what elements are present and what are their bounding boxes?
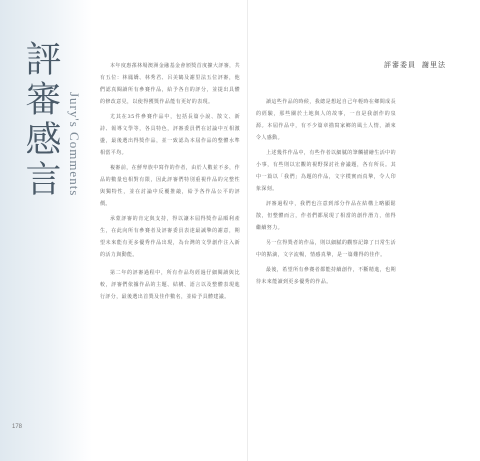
body-paragraph: 第二年的評審過程中，所有作品均經過仔細閱讀與比較，評審們依據作品的主題、結構、語言以及整體表現進行評分，最後選出首獎及佳作數名，並給予具體建議。	[100, 270, 240, 300]
right-text-column	[256, 96, 396, 291]
page-number: 178	[12, 424, 23, 430]
section-title-cjk: 評審感言	[20, 40, 61, 200]
body-paragraph: 上述幾件作品中，有些作者以細膩的筆觸描繪生活中的小事，有些則以宏觀的視野探討社會議題，各有所長。其中一篇以「我們」為題的作品，文字樸實而真摯，令人印象深刻。	[256, 150, 396, 192]
body-paragraph: 評審過程中，我們也注意到部分作品在結構上略顯鬆散，但整體而言，作者們都展現了相當的創作潛力，值得繼續努力。	[256, 201, 396, 231]
body-paragraph: 另一位得獎者的作品，則以細膩的觀察記錄了日常生活中的點滴，文字流暢，情感真摯，是一篇難得的佳作。	[256, 240, 396, 258]
body-paragraph: 尤其在35件參賽作品中，包括長篇小說、散文、新詩、報導文學等，各具特色，評審委員們在討論中互相激盪，最後選出得獎作品，並一致認為本屆作品的整體水準相當平均。	[100, 114, 240, 156]
section-title-en: Jury's Comments	[67, 92, 82, 197]
running-head	[384, 60, 446, 70]
body-paragraph: 讀這些作品的時候，我總是想起自己年輕時在鄉間成長的經驗，那些關於土地與人的故事，一直是我創作的泉源。本屆作品中，有不少篇章描寫家鄉的風土人情，讀來令人感動。	[256, 99, 396, 141]
body-paragraph: 承蒙評審的肯定與支持，得以讓本屆得獎作品順利產生，在此向所有參賽者及評審委員表達最誠摯的謝意，期望未來能有更多優秀作品出現，為台灣的文學創作注入新的活力與動能。	[100, 216, 240, 258]
body-paragraph: 本年度惠蓀林場澳洲金融基金會頒獎首度擴大評審，共有五位：林鳳嬌、林秀君、呂美鶴及謝里法五位評審，他們認真閱讀所有參賽作品，給予各自的評分，並提出具體的修改意見，以使得獲獎作品能有更好的表現。	[100, 63, 240, 105]
running-head-name: 謝里法	[422, 61, 446, 69]
body-paragraph: 複審前，在鮮卑族中寫作的作者，由於人數並不多，作品的數量也相對有限，因此評審們特別重視作品的完整性與獨特性，並在討論中反覆推敲，給予各作品公平的評價。	[100, 165, 240, 207]
body-paragraph: 最後，希望所有參賽者都能持續創作，不斷精進，也期待未來能讀到更多優秀的作品。	[256, 267, 396, 285]
running-head-label: 評審委員	[384, 61, 416, 69]
left-text-column	[100, 60, 240, 306]
page-gutter	[247, 0, 248, 461]
